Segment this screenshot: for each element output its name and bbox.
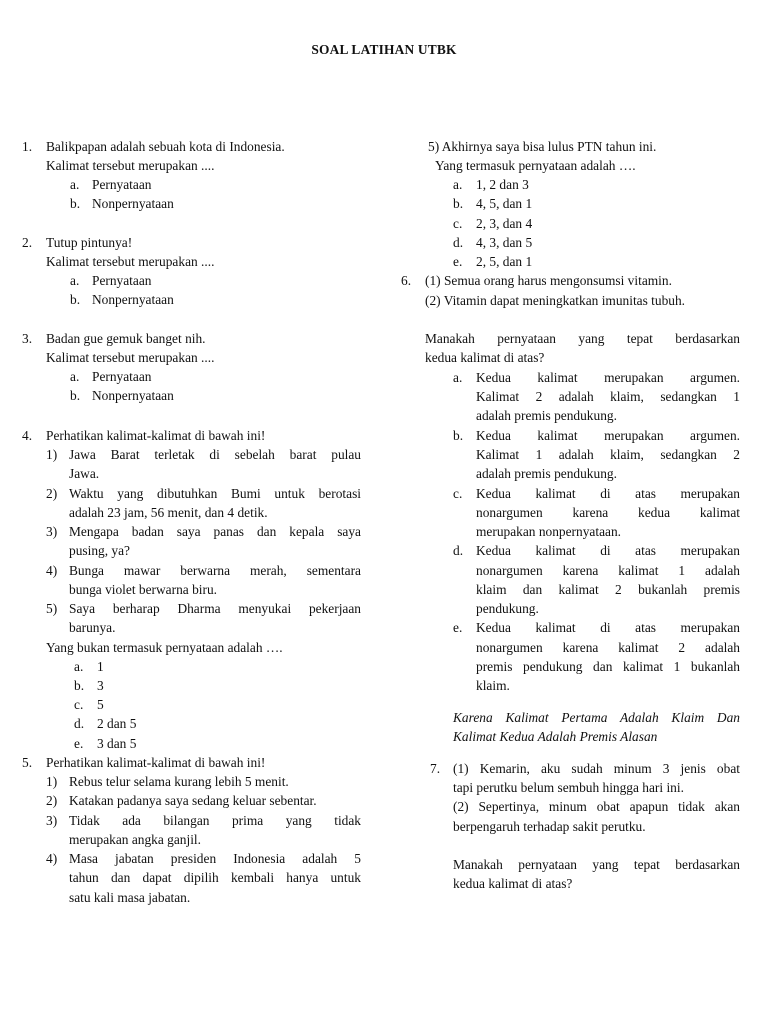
option-text: premis pendukung dan kalimat 1 bukanlah (476, 659, 740, 674)
question-number: 2. (22, 235, 33, 250)
option-letter: b. (453, 196, 464, 211)
question-text: Perhatikan kalimat-kalimat di bawah ini! (46, 428, 266, 443)
option-text: 5 (97, 697, 104, 712)
answer-text: Kalimat Kedua Adalah Premis Alasan (453, 729, 658, 744)
page-title: SOAL LATIHAN UTBK (311, 42, 457, 57)
item-number: 2) (46, 486, 58, 501)
question-prompt: Manakah pernyataan yang tepat berdasarkan (453, 857, 740, 872)
option-letter: c. (74, 697, 84, 712)
item-text: Katakan padanya saya sedang keluar sebentar. (69, 793, 317, 808)
question-prompt: Kalimat tersebut merupakan .... (46, 350, 215, 365)
option-letter: a. (74, 659, 84, 674)
item-text: adalah 23 jam, 56 menit, dan 4 detik. (69, 505, 268, 520)
option-text: Pernyataan (92, 177, 152, 192)
question-number: 1. (22, 139, 33, 154)
item-number: 1) (46, 447, 58, 462)
item-text: Tidak ada bilangan prima yang tidak (69, 813, 361, 828)
option-letter: a. (70, 177, 80, 192)
question-number: 5. (22, 755, 33, 770)
option-letter: d. (453, 543, 464, 558)
option-text: 3 (97, 678, 104, 693)
item-text: merupakan angka ganjil. (69, 832, 201, 847)
option-text: Kalimat 1 adalah klaim, sedangkan 2 (476, 447, 740, 462)
question-text: Perhatikan kalimat-kalimat di bawah ini! (46, 755, 266, 770)
item-text: Jawa. (69, 466, 100, 481)
item-number: 3) (46, 813, 58, 828)
option-text: 1, 2 dan 3 (476, 177, 529, 192)
option-text: 4, 5, dan 1 (476, 196, 533, 211)
item-text: Mengapa badan saya panas dan kepala saya (69, 524, 361, 539)
option-text: Kedua kalimat di atas merupakan (476, 543, 740, 558)
item-number: 5) (46, 601, 58, 616)
question-prompt: Yang bukan termasuk pernyataan adalah …. (46, 640, 283, 655)
statement: (2) Vitamin dapat meningkatkan imunitas tubuh. (425, 293, 686, 308)
statement: (1) Semua orang harus mengonsumsi vitamin. (425, 273, 672, 288)
option-text: 4, 3, dan 5 (476, 235, 533, 250)
item-text: 5) Akhirnya saya bisa lulus PTN tahun ini. (428, 139, 657, 154)
option-text: merupakan nonpernyataan. (476, 524, 622, 539)
item-text: Saya berharap Dharma menyukai pekerjaan (69, 601, 361, 616)
option-text: klaim. (476, 678, 510, 693)
item-number: 4) (46, 563, 58, 578)
option-text: pendukung. (476, 601, 539, 616)
option-text: 1 (97, 659, 104, 674)
option-text: Pernyataan (92, 273, 152, 288)
question-prompt: Kalimat tersebut merupakan .... (46, 254, 215, 269)
question-text: Balikpapan adalah sebuah kota di Indonesia. (46, 139, 285, 154)
option-letter: c. (453, 486, 463, 501)
option-text: nonargumen karena kalimat 1 adalah (476, 563, 740, 578)
option-letter: e. (74, 736, 84, 751)
option-text: Nonpernyataan (92, 292, 174, 307)
item-text: Waktu yang dibutuhkan Bumi untuk berotasi (69, 486, 361, 501)
option-text: 2 dan 5 (97, 716, 137, 731)
option-text: nonargumen karena kalimat 2 adalah (476, 640, 740, 655)
option-text: 2, 5, dan 1 (476, 254, 533, 269)
statement: (2) Sepertinya, minum obat apapun tidak akan (453, 799, 740, 814)
option-text: Pernyataan (92, 369, 152, 384)
option-text: Kedua kalimat di atas merupakan (476, 620, 740, 635)
question-prompt: Kalimat tersebut merupakan .... (46, 158, 215, 173)
option-text: Nonpernyataan (92, 388, 174, 403)
option-text: Kedua kalimat di atas merupakan (476, 486, 740, 501)
option-letter: b. (70, 388, 81, 403)
option-letter: b. (70, 196, 81, 211)
option-letter: a. (453, 177, 463, 192)
option-text: 3 dan 5 (97, 736, 137, 751)
item-text: tahun dan dapat dipilih kembali hanya untuk (69, 870, 361, 885)
option-text: adalah premis pendukung. (476, 466, 617, 481)
item-text: satu kali masa jabatan. (69, 890, 191, 905)
option-text: 2, 3, dan 4 (476, 216, 533, 231)
statement: berpengaruh terhadap sakit perutku. (453, 819, 646, 834)
item-text: Bunga mawar berwarna merah, sementara (69, 563, 361, 578)
question-prompt: Manakah pernyataan yang tepat berdasarkan (425, 331, 740, 346)
option-text: Nonpernyataan (92, 196, 174, 211)
option-text: klaim dan kalimat 2 bukanlah premis (476, 582, 740, 597)
question-prompt: kedua kalimat di atas? (425, 350, 545, 365)
item-text: barunya. (69, 620, 116, 635)
option-text: nonargumen karena kedua kalimat (476, 505, 740, 520)
option-letter: d. (453, 235, 464, 250)
option-letter: e. (453, 254, 463, 269)
statement: tapi perutku belum sembuh hingga hari ini. (453, 780, 684, 795)
option-letter: a. (70, 273, 80, 288)
option-text: adalah premis pendukung. (476, 408, 617, 423)
option-text: Kedua kalimat merupakan argumen. (476, 428, 740, 443)
question-prompt: kedua kalimat di atas? (453, 876, 573, 891)
option-text: Kedua kalimat merupakan argumen. (476, 370, 740, 385)
question-text: Tutup pintunya! (46, 235, 133, 250)
item-text: Masa jabatan presiden Indonesia adalah 5 (69, 851, 361, 866)
option-letter: b. (453, 428, 464, 443)
item-number: 4) (46, 851, 58, 866)
question-number: 4. (22, 428, 33, 443)
option-letter: e. (453, 620, 463, 635)
option-letter: a. (453, 370, 463, 385)
option-letter: b. (70, 292, 81, 307)
item-number: 1) (46, 774, 58, 789)
item-number: 3) (46, 524, 58, 539)
option-letter: d. (74, 716, 85, 731)
question-number: 3. (22, 331, 33, 346)
statement: (1) Kemarin, aku sudah minum 3 jenis obat (453, 761, 740, 776)
item-text: pusing, ya? (69, 543, 130, 558)
item-text: Rebus telur selama kurang lebih 5 menit. (69, 774, 289, 789)
option-text: Kalimat 2 adalah klaim, sedangkan 1 (476, 389, 740, 404)
item-number: 2) (46, 793, 58, 808)
item-text: Jawa Barat terletak di sebelah barat pulau (69, 447, 361, 462)
question-number: 6. (401, 273, 412, 288)
answer-text: Karena Kalimat Pertama Adalah Klaim Dan (453, 710, 740, 725)
question-number: 7. (430, 761, 441, 776)
option-letter: b. (74, 678, 85, 693)
question-prompt: Yang termasuk pernyataan adalah …. (435, 158, 636, 173)
question-text: Badan gue gemuk banget nih. (46, 331, 206, 346)
option-letter: a. (70, 369, 80, 384)
option-letter: c. (453, 216, 463, 231)
item-text: bunga violet berwarna biru. (69, 582, 217, 597)
